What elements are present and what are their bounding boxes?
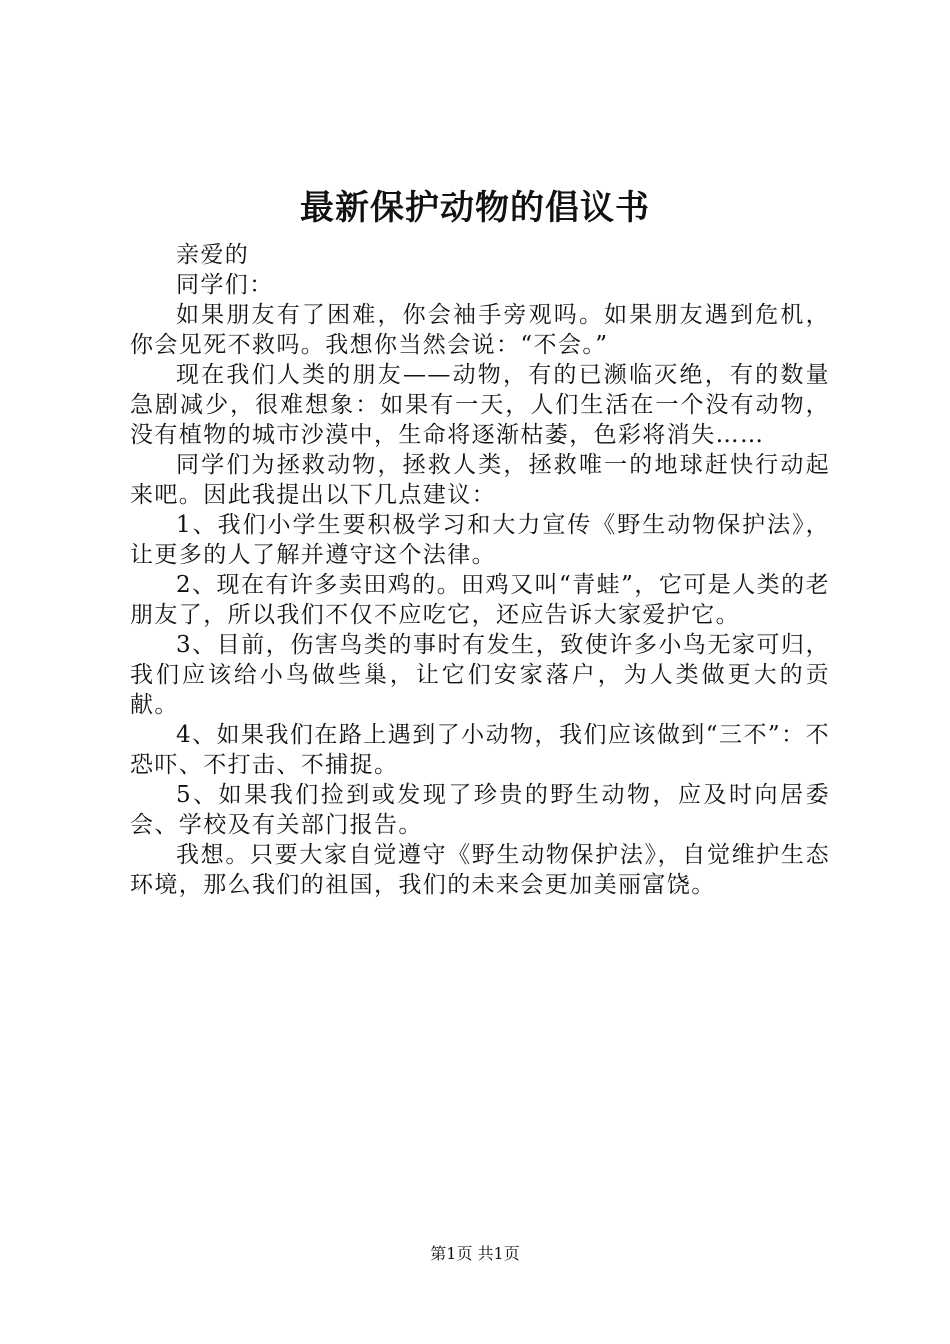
suggestion-2: 2、现在有许多卖田鸡的。田鸡又叫“青蛙”，它可是人类的老朋友了，所以我们不仅不应吃它，还应告诉大家爱护它。 (130, 572, 830, 628)
suggestion-3: 3、目前，伤害鸟类的事时有发生，致使许多小鸟无家可归，我们应该给小鸟做些巢，让它们安家落户，为人类做更大的贡献。 (130, 632, 830, 718)
document-body (130, 240, 830, 900)
suggestion-1: 1、我们小学生要积极学习和大力宣传《野生动物保护法》，让更多的人了解并遵守这个法律。 (130, 512, 830, 568)
suggestion-4: 4、如果我们在路上遇到了小动物，我们应该做到“三不”：不恐吓、不打击、不捕捉。 (130, 722, 830, 778)
paragraph-closing: 我想。只要大家自觉遵守《野生动物保护法》，自觉维护生态环境，那么我们的祖国，我们的未来会更加美丽富饶。 (130, 842, 830, 898)
suggestion-5: 5、如果我们捡到或发现了珍贵的野生动物，应及时向居委会、学校及有关部门报告。 (130, 782, 830, 838)
paragraph-situation: 现在我们人类的朋友——动物，有的已濒临灭绝，有的数量急剧减少，很难想象：如果有一天，人们生活在一个没有动物，没有植物的城市沙漠中，生命将逐渐枯萎，色彩将消失…… (130, 362, 830, 448)
document-title: 最新保护动物的倡议书 (300, 188, 650, 228)
paragraph-call-to-action: 同学们为拯救动物，拯救人类，拯救唯一的地球赶快行动起来吧。因此我提出以下几点建议： (130, 452, 830, 508)
salutation-line-2: 同学们： (176, 272, 274, 298)
salutation-line-1: 亲爱的 (176, 242, 250, 268)
paragraph-intro: 如果朋友有了困难，你会袖手旁观吗。如果朋友遇到危机，你会见死不救吗。我想你当然会说：“不会。” (130, 302, 830, 358)
page-number-footer: 第1页 共1页 (430, 1244, 520, 1263)
